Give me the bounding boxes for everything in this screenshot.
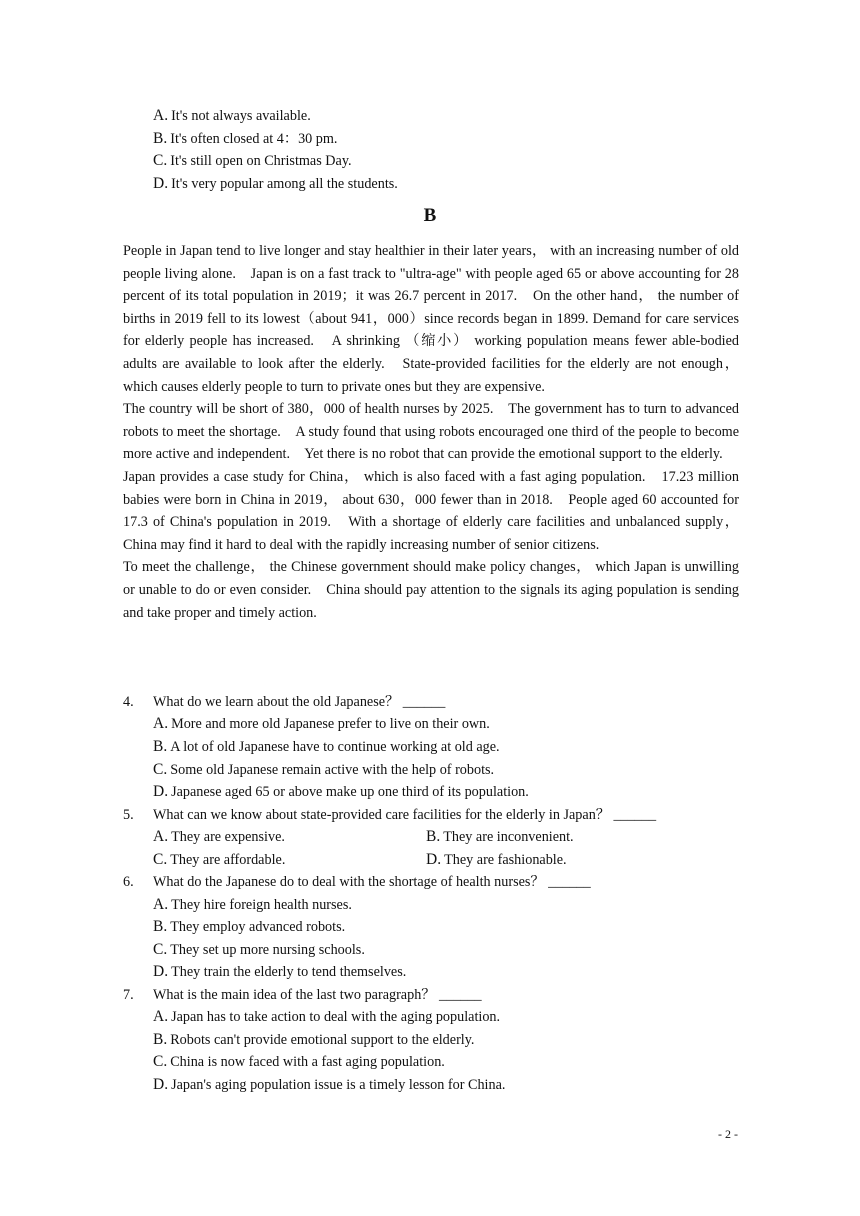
option-text: Robots can't provide emotional support to the elderly.	[170, 1032, 475, 1048]
reading-passage	[123, 240, 739, 624]
option-letter: D.	[153, 175, 169, 192]
option-letter: A.	[153, 828, 169, 845]
option-text: It's often closed at 4：30 pm.	[170, 131, 338, 147]
option-text: They are fashionable.	[444, 852, 567, 868]
question-number: 5.	[123, 807, 134, 823]
prev-option-a	[153, 105, 311, 128]
option-letter: C.	[153, 941, 168, 958]
q7-option-c	[153, 1051, 445, 1074]
question-4	[123, 691, 445, 714]
q5-option-c	[153, 849, 285, 872]
question-number: 6.	[123, 874, 134, 890]
option-letter: D.	[153, 1076, 169, 1093]
q4-option-a	[153, 713, 490, 736]
option-text: They are affordable.	[170, 852, 286, 868]
section-heading: B	[423, 205, 437, 226]
passage-paragraph: People in Japan tend to live longer and stay healthier in their later years， with an increasing number of old people living alone. Japan is on a fast track to "ultra-age" with people aged 65 or above accounting for 28 percent of its total population in 2019；it was 26.7 percent in 2017. On the other hand， the number of births in 2019 fell to its lowest（about 941，000）since records began in 1899. Demand for care services for elderly people has increased. A shrinking （缩小） working population means fewer able-bodied adults are available to look after the elderly. State-provided facilities for the elderly are not enough， which causes elderly people to turn to private ones but they are expensive.	[123, 243, 739, 395]
option-text: They hire foreign health nurses.	[171, 897, 352, 913]
q6-option-b	[153, 916, 345, 939]
q5-option-a	[153, 826, 285, 849]
option-letter: B.	[153, 738, 168, 755]
question-5	[123, 804, 656, 827]
prev-option-b	[153, 128, 337, 151]
page-number: - 2 -	[718, 1127, 738, 1141]
q7-option-a	[153, 1006, 500, 1029]
passage-paragraph: Japan provides a case study for China， which is also faced with a fast aging population. 17.23 million babies were born in China in 2019， about 630，000 fewer than in 2018. People aged 60 accounted for 17.3 of China's population in 2019. With a shortage of elderly care facilities and unbalanced supply， China may find it hard to deal with the rapidly increasing number of senior citizens.	[123, 468, 739, 553]
option-text: Japan has to take action to deal with the aging population.	[171, 1009, 501, 1025]
option-text: Some old Japanese remain active with the help of robots.	[170, 762, 495, 778]
q5-option-b	[426, 826, 574, 849]
q7-option-d	[153, 1074, 505, 1097]
option-text: It's still open on Christmas Day.	[170, 153, 352, 169]
question-number: 7.	[123, 987, 134, 1003]
q6-option-d	[153, 961, 406, 984]
option-letter: D.	[153, 963, 169, 980]
q5-option-d	[426, 849, 567, 872]
question-text: What is the main idea of the last two paragraph？ ______	[153, 987, 482, 1003]
prev-option-c	[153, 150, 352, 173]
option-letter: C.	[153, 1053, 168, 1070]
option-letter: B.	[426, 828, 441, 845]
q4-option-d	[153, 781, 529, 804]
option-letter: D.	[426, 851, 442, 868]
option-text: Japanese aged 65 or above make up one third of its population.	[171, 784, 529, 800]
passage-paragraph: The country will be short of 380，000 of health nurses by 2025. The government has to turn to advanced robots to meet the shortage. A study found that using robots encouraged one third of the people to become more active and independent. Yet there is no robot that can provide the emotional support to the elderly.	[123, 401, 739, 463]
option-text: Japan's aging population issue is a timely lesson for China.	[171, 1077, 506, 1093]
question-6	[123, 871, 591, 894]
option-text: It's very popular among all the students.	[171, 176, 398, 192]
q6-option-a	[153, 894, 352, 917]
question-number: 4.	[123, 694, 134, 710]
option-text: More and more old Japanese prefer to live on their own.	[171, 716, 490, 732]
option-letter: A.	[153, 1008, 169, 1025]
option-letter: B.	[153, 1031, 168, 1048]
option-text: They train the elderly to tend themselves.	[171, 964, 407, 980]
passage-paragraph: To meet the challenge， the Chinese government should make policy changes， which Japan is unwilling or unable to do or even consider. China should pay attention to the signals its aging population is sending and take proper and timely action.	[123, 559, 739, 621]
option-letter: B.	[153, 130, 168, 147]
option-text: A lot of old Japanese have to continue working at old age.	[170, 739, 500, 755]
q7-option-b	[153, 1029, 474, 1052]
question-text: What do we learn about the old Japanese？ ______	[153, 694, 446, 710]
option-text: They are inconvenient.	[443, 829, 574, 845]
question-7	[123, 984, 482, 1007]
question-text: What do the Japanese do to deal with the shortage of health nurses？ ______	[153, 874, 591, 890]
option-letter: A.	[153, 896, 169, 913]
q4-option-c	[153, 759, 494, 782]
option-letter: C.	[153, 152, 168, 169]
option-letter: A.	[153, 715, 169, 732]
q6-option-c	[153, 939, 365, 962]
option-letter: D.	[153, 783, 169, 800]
option-text: They employ advanced robots.	[170, 919, 346, 935]
question-text: What can we know about state-provided care facilities for the elderly in Japan？ ______	[153, 807, 657, 823]
option-letter: C.	[153, 761, 168, 778]
option-text: They are expensive.	[171, 829, 285, 845]
option-letter: A.	[153, 107, 169, 124]
q4-option-b	[153, 736, 500, 759]
option-letter: C.	[153, 851, 168, 868]
option-letter: B.	[153, 918, 168, 935]
option-text: China is now faced with a fast aging population.	[170, 1054, 445, 1070]
option-text: They set up more nursing schools.	[170, 942, 365, 958]
option-text: It's not always available.	[171, 108, 311, 124]
prev-option-d	[153, 173, 398, 196]
